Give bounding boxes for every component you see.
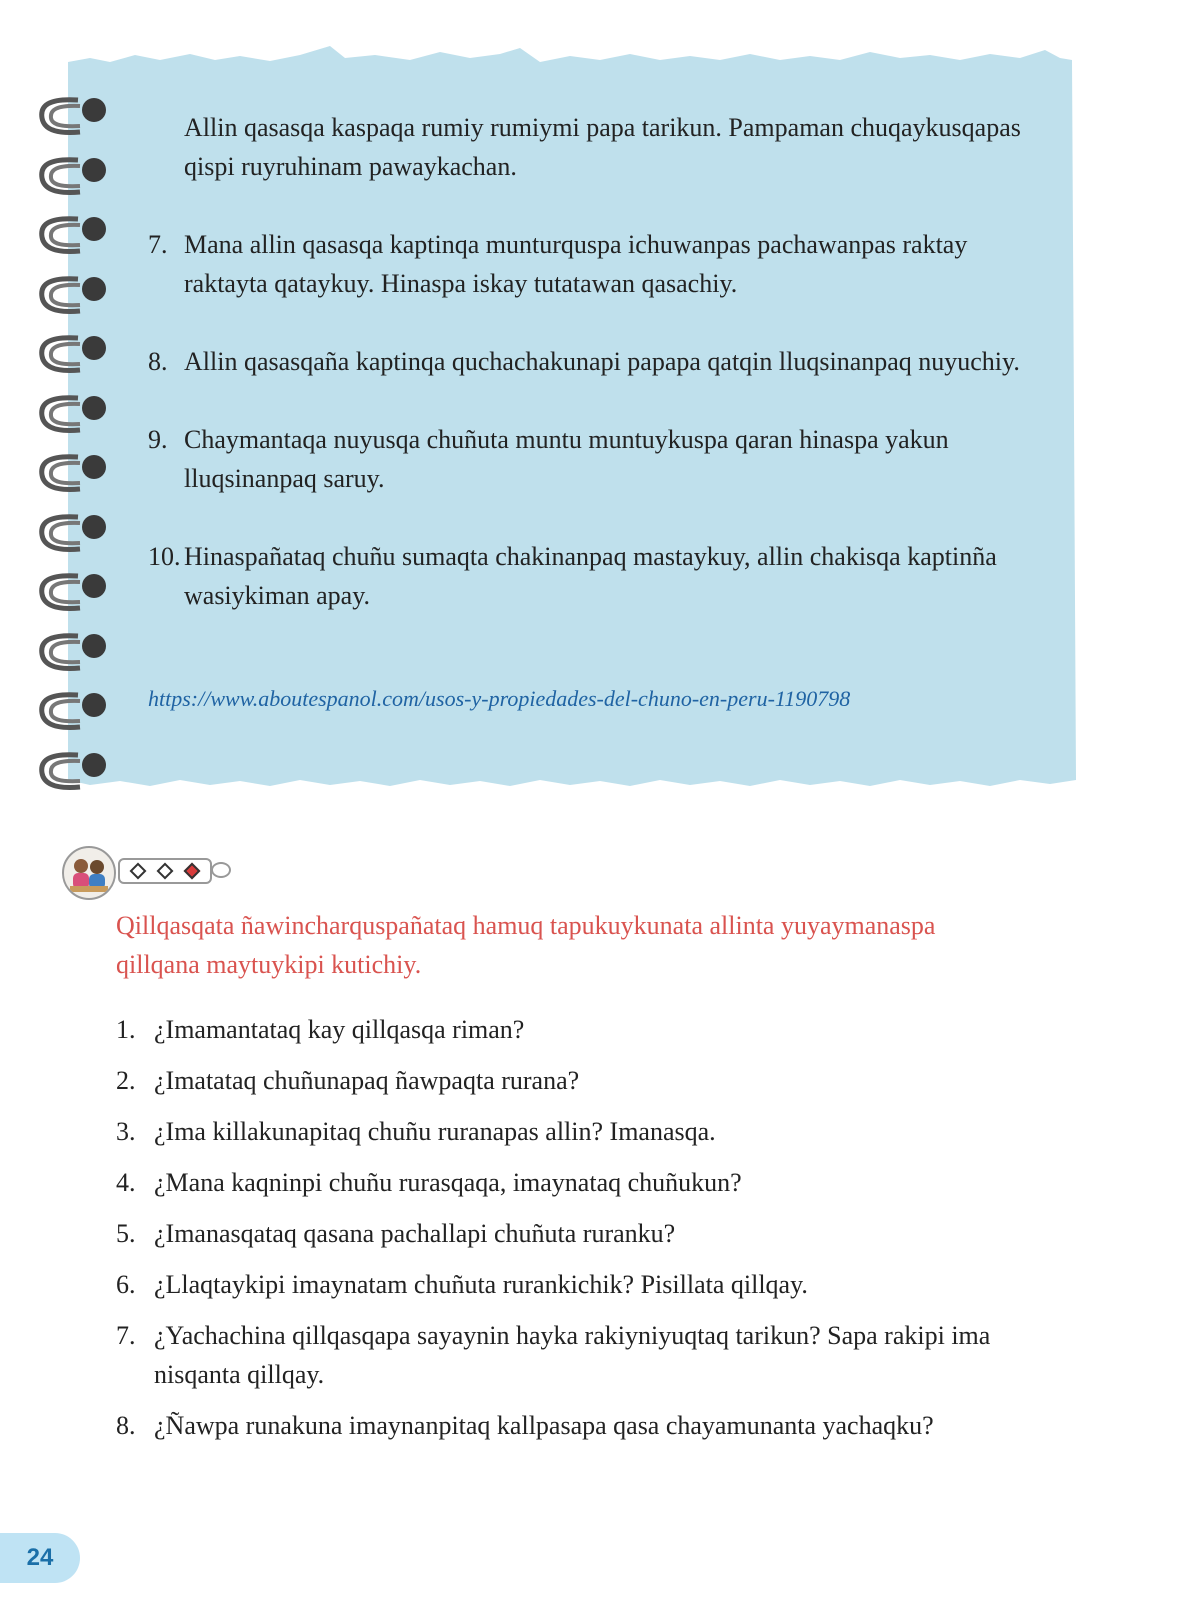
- diamond-filled-icon: [184, 863, 201, 880]
- spiral-ring-icon: [38, 687, 118, 735]
- question-number: 6.: [116, 1270, 136, 1299]
- spiral-ring-icon: [38, 390, 118, 438]
- spiral-ring-icon: [38, 271, 118, 319]
- question-item: [116, 1265, 1016, 1304]
- step-text: Chaymantaqa nuyusqa chuñuta muntu muntuykuspa qaran hinaspa yakun lluqsinanpaq saruy.: [184, 425, 949, 493]
- page-number: 24: [0, 1533, 80, 1583]
- step-item: [148, 537, 1028, 615]
- spiral-ring-icon: [38, 568, 118, 616]
- question-number: 8.: [116, 1411, 136, 1440]
- spiral-ring-icon: [38, 747, 118, 795]
- question-number: 2.: [116, 1066, 136, 1095]
- step-item: [148, 420, 1028, 498]
- question-item: [116, 1163, 1016, 1202]
- question-text: ¿Imanasqataq qasana pachallapi chuñuta ruranku?: [154, 1219, 676, 1248]
- step-number: 7.: [148, 230, 168, 259]
- diamond-empty-icon: [156, 863, 173, 880]
- step-text: Mana allin qasasqa kaptinqa munturquspa ichuwanpas pachawanpas raktay raktayta qataykuy. Hinaspa iskay tutatawan qasachiy.: [184, 230, 968, 298]
- question-text: ¿Ima killakunapitaq chuñu ruranapas allin? Imanasqa.: [154, 1117, 716, 1146]
- tag-loop-icon: [211, 862, 231, 878]
- question-item: [116, 1214, 1016, 1253]
- question-text: ¿Llaqtaykipi imaynatam chuñuta rurankichik? Pisillata qillqay.: [154, 1270, 808, 1299]
- spiral-binding: [38, 92, 118, 752]
- spiral-ring-icon: [38, 330, 118, 378]
- step-number: 9.: [148, 425, 168, 454]
- difficulty-indicator: [118, 858, 212, 884]
- diamond-empty-icon: [129, 863, 146, 880]
- question-number: 4.: [116, 1168, 136, 1197]
- question-item: [116, 1010, 1016, 1049]
- spiral-ring-icon: [38, 92, 118, 140]
- source-link[interactable]: https://www.aboutespanol.com/usos-y-propiedades-del-chuno-en-peru-1190798: [148, 686, 851, 711]
- step-number: 10.: [148, 542, 181, 571]
- step-item: [148, 108, 1028, 186]
- students-avatar-icon: [62, 846, 116, 900]
- spiral-ring-icon: [38, 628, 118, 676]
- question-text: ¿Imatataq chuñunapaq ñawpaqta rurana?: [154, 1066, 580, 1095]
- step-item: [148, 342, 1028, 381]
- question-item: [116, 1316, 1016, 1394]
- question-item: [116, 1406, 1016, 1445]
- question-text: ¿Mana kaqninpi chuñu rurasqaqa, imaynataq chuñukun?: [154, 1168, 742, 1197]
- spiral-ring-icon: [38, 449, 118, 497]
- step-text: Allin qasasqaña kaptinqa quchachakunapi papapa qatqin lluqsinanpaq nuyuchiy.: [184, 347, 1020, 376]
- step-text: Allin qasasqa kaspaqa rumiy rumiymi papa tarikun. Pampaman chuqaykusqapas qispi ruyruhinam pawaykachan.: [184, 113, 1021, 181]
- question-number: 7.: [116, 1321, 136, 1350]
- activity-header: [62, 846, 262, 900]
- step-number: 8.: [148, 347, 168, 376]
- procedure-steps: [148, 108, 1028, 615]
- question-text: ¿Imamantataq kay qillqasqa riman?: [154, 1015, 525, 1044]
- question-item: [116, 1112, 1016, 1151]
- question-item: [116, 1061, 1016, 1100]
- question-number: 3.: [116, 1117, 136, 1146]
- question-number: 1.: [116, 1015, 136, 1044]
- step-item: [148, 225, 1028, 303]
- spiral-ring-icon: [38, 211, 118, 259]
- question-text: ¿Yachachina qillqasqapa sayaynin hayka rakiyniyuqtaq tarikun? Sapa rakipi ima nisqanta qillqay.: [154, 1321, 991, 1389]
- spiral-ring-icon: [38, 509, 118, 557]
- activity-instruction: Qillqasqata ñawincharquspañataq hamuq tapukuykunata allinta yuyaymanaspa qillqana maytuykipi kutichiy.: [116, 911, 968, 979]
- question-number: 5.: [116, 1219, 136, 1248]
- question-list: [116, 1010, 1016, 1457]
- spiral-ring-icon: [38, 152, 118, 200]
- step-text: Hinaspañataq chuñu sumaqta chakinanpaq mastaykuy, allin chakisqa kaptinña wasiykiman apay.: [184, 542, 997, 610]
- question-text: ¿Ñawpa runakuna imaynanpitaq kallpasapa qasa chayamunanta yachaqku?: [154, 1411, 934, 1440]
